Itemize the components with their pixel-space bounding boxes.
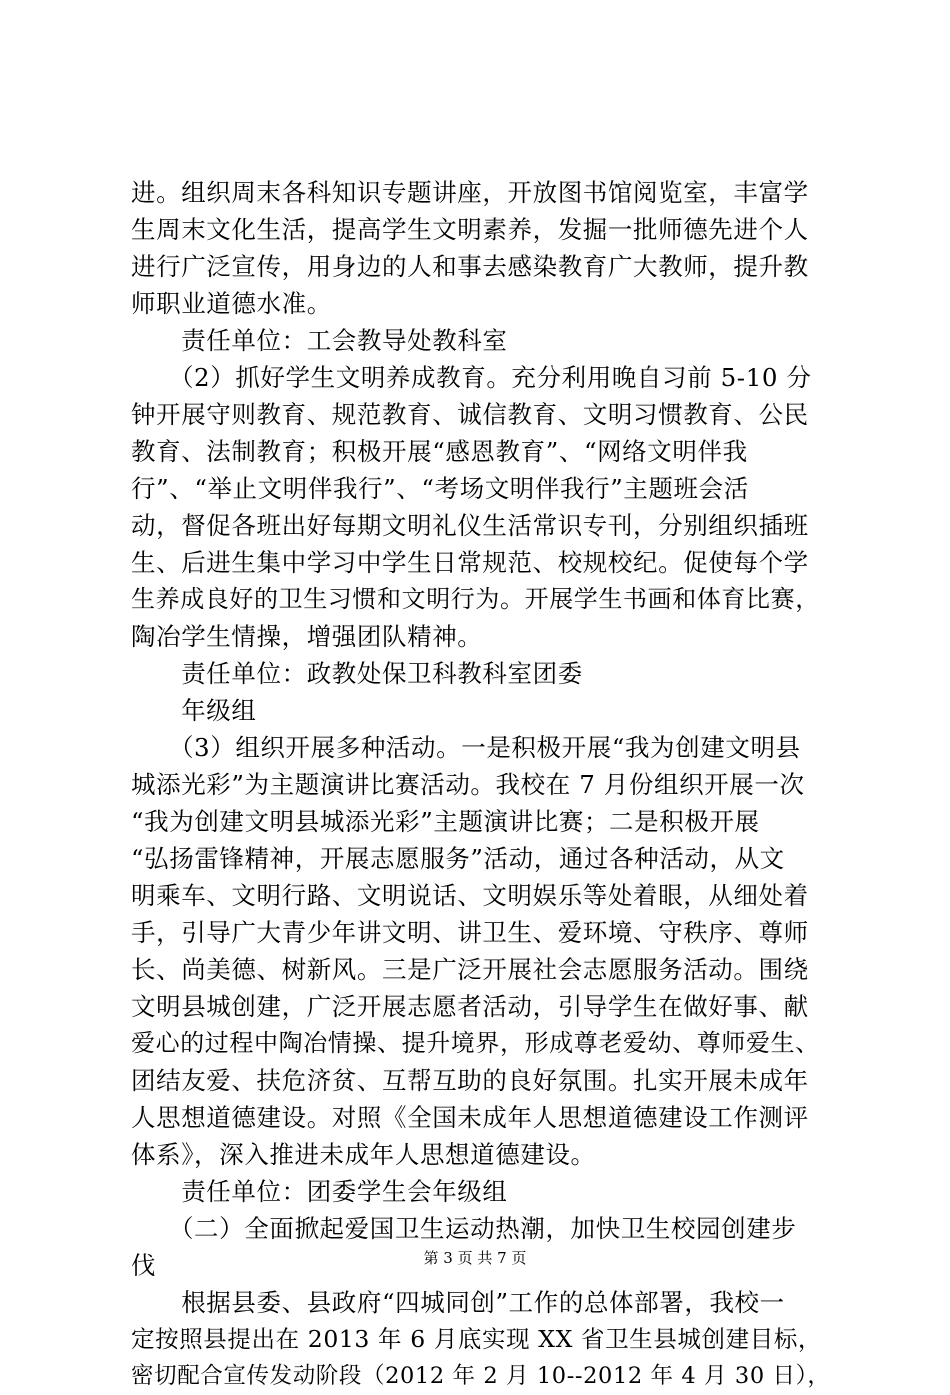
text-line: 密切配合宣传发动阶段（2012 年 2 月 10--2012 年 4 月 30 日）， bbox=[131, 1363, 831, 1389]
text-line: 长、尚美德、树新风。三是广泛开展社会志愿服务活动。围绕 bbox=[131, 955, 809, 984]
text-line: 根据县委、县政府“四城同创”工作的总体部署，我校一 bbox=[131, 1288, 785, 1317]
section-heading-line: （二）全面掀起爱国卫生运动热潮，加快卫生校园创建步 bbox=[131, 1214, 797, 1243]
text-line: 进行广泛宣传，用身边的人和事去感染教育广大教师，提升教 bbox=[131, 252, 809, 281]
text-line: 定按照县提出在 2013 年 6 月底实现 XX 省卫生县城创建目标， bbox=[131, 1325, 823, 1353]
text-line: 动，督促各班出好每期文明礼仪生活常识专刊，分别组织插班 bbox=[131, 511, 809, 540]
text-line: 人思想道德建设。对照《全国未成年人思想道德建设工作测评 bbox=[131, 1103, 809, 1132]
text-line: 生、后进生集中学习中学生日常规范、校规校纪。促使每个学 bbox=[131, 548, 809, 577]
responsible-unit-line: 责任单位：工会教导处教科室 bbox=[131, 326, 508, 355]
text-line: “我为创建文明县城添光彩”主题演讲比赛；二是积极开展 bbox=[131, 807, 760, 836]
page-footer: 第 3 页 共 7 页 bbox=[423, 1249, 527, 1267]
text-line: 教育、法制教育；积极开展“感恩教育”、“网络文明伴我 bbox=[131, 437, 748, 466]
text-line: 爱心的过程中陶冶情操、提升境界，形成尊老爱幼、尊师爱生、 bbox=[131, 1029, 820, 1057]
text-line: 体系》，深入推进未成年人思想道德建设。 bbox=[131, 1140, 596, 1169]
section-heading-line: 伐 bbox=[131, 1251, 157, 1280]
text-line: 钟开展守则教育、规范教育、诚信教育、文明习惯教育、公民 bbox=[131, 400, 809, 429]
text-line: 明乘车、文明行路、文明说话、文明娱乐等处着眼，从细处着 bbox=[131, 881, 809, 910]
text-line: （3）组织开展多种活动。一是积极开展“我为创建文明县 bbox=[131, 733, 801, 762]
text-line: 文明县城创建，广泛开展志愿者活动，引导学生在做好事、献 bbox=[131, 992, 809, 1021]
text-line: 进。组织周末各科知识专题讲座，开放图书馆阅览室，丰富学 bbox=[131, 178, 809, 207]
text-line: 城添光彩”为主题演讲比赛活动。我校在 7 月份组织开展一次 bbox=[131, 770, 805, 799]
text-line: （2）抓好学生文明养成教育。充分利用晚自习前 5-10 分 bbox=[131, 363, 812, 392]
text-line: 陶冶学生情操，增强团队精神。 bbox=[131, 622, 483, 651]
text-line: 行”、“举止文明伴我行”、“考场文明伴我行”主题班会活 bbox=[131, 474, 749, 503]
text-line: 手，引导广大青少年讲文明、讲卫生、爱环境、守秩序、尊师 bbox=[131, 918, 809, 947]
text-line: 年级组 bbox=[131, 696, 257, 725]
text-line: 生周末文化生活，提高学生文明素养，发掘一批师德先进个人 bbox=[131, 215, 809, 244]
body-text bbox=[131, 174, 831, 1395]
text-line: 团结友爱、扶危济贫、互帮互助的良好氛围。扎实开展未成年 bbox=[131, 1066, 809, 1095]
text-line: 生养成良好的卫生习惯和文明行为。开展学生书画和体育比赛， bbox=[131, 585, 820, 613]
text-line: 师职业道德水准。 bbox=[131, 289, 332, 318]
responsible-unit-line: 责任单位：政教处保卫科教科室团委 bbox=[131, 659, 583, 688]
text-line: “弘扬雷锋精神，开展志愿服务”活动，通过各种活动，从文 bbox=[131, 844, 785, 873]
responsible-unit-line: 责任单位：团委学生会年级组 bbox=[131, 1177, 508, 1206]
